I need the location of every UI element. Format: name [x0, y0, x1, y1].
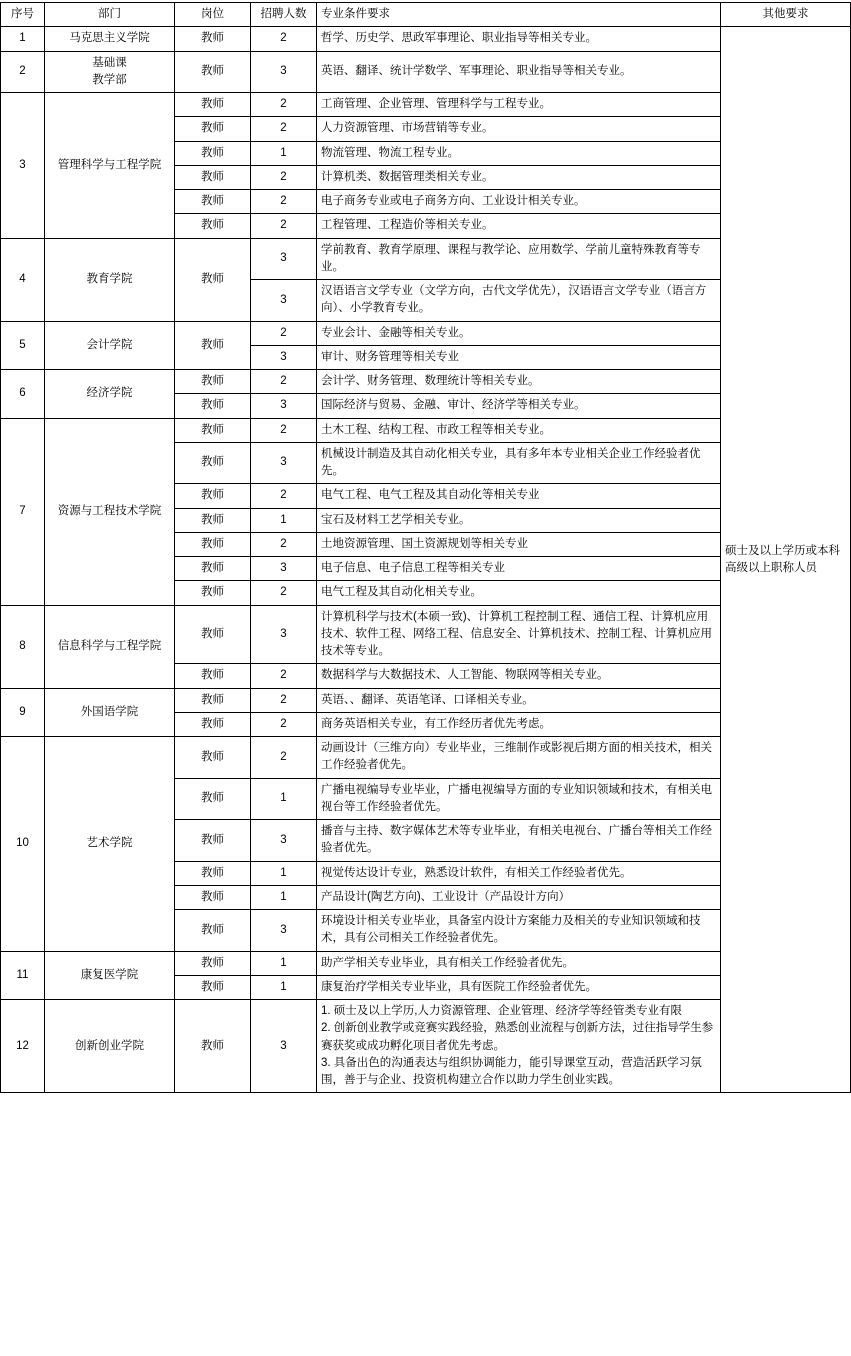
- cell-requirements: 宝石及材料工艺学相关专业。: [317, 508, 721, 532]
- cell-post: 教师: [175, 861, 251, 885]
- cell-requirements: 播音与主持、数字媒体艺术等专业毕业，有相关电视台、广播台等相关工作经验者优先。: [317, 820, 721, 862]
- cell-department: 创新创业学院: [45, 1000, 175, 1093]
- cell-headcount: 2: [251, 321, 317, 345]
- cell-headcount: 1: [251, 508, 317, 532]
- cell-headcount: 1: [251, 861, 317, 885]
- cell-post: 教师: [175, 951, 251, 975]
- cell-post: 教师: [175, 238, 251, 321]
- cell-no: 9: [1, 688, 45, 737]
- cell-headcount: 2: [251, 370, 317, 394]
- cell-post: 教师: [175, 1000, 251, 1093]
- cell-department: 马克思主义学院: [45, 27, 175, 51]
- cell-requirements: 会计学、财务管理、数理统计等相关专业。: [317, 370, 721, 394]
- cell-requirements: 审计、财务管理等相关专业: [317, 345, 721, 369]
- cell-requirements: 机械设计制造及其自动化相关专业，具有多年本专业相关企业工作经验者优先。: [317, 442, 721, 484]
- cell-department: 资源与工程技术学院: [45, 418, 175, 605]
- cell-requirements: 广播电视编导专业毕业，广播电视编导方面的专业知识领域和技术，有相关电视台等工作经验者优先。: [317, 778, 721, 820]
- cell-department: 艺术学院: [45, 737, 175, 952]
- cell-no: 10: [1, 737, 45, 952]
- table-header: [1, 3, 851, 27]
- cell-requirements: 学前教育、教育学原理、课程与教学论、应用数学、学前儿童特殊教育等专业。: [317, 238, 721, 280]
- cell-requirements: 英语、翻译、统计学数学、军事理论、职业指导等相关专业。: [317, 51, 721, 93]
- cell-no: 11: [1, 951, 45, 1000]
- cell-requirements: 产品设计(陶艺方向)、工业设计（产品设计方向）: [317, 885, 721, 909]
- cell-no: 3: [1, 93, 45, 239]
- cell-other-requirement: 硕士及以上学历或本科高级以上职称人员: [721, 27, 851, 1093]
- cell-post: 教师: [175, 581, 251, 605]
- cell-requirements: 国际经济与贸易、金融、审计、经济学等相关专业。: [317, 394, 721, 418]
- cell-requirements: 助产学相关专业毕业，具有相关工作经验者优先。: [317, 951, 721, 975]
- cell-no: 7: [1, 418, 45, 605]
- cell-post: 教师: [175, 820, 251, 862]
- cell-post: 教师: [175, 508, 251, 532]
- cell-headcount: 2: [251, 93, 317, 117]
- cell-headcount: 3: [251, 1000, 317, 1093]
- cell-post: 教师: [175, 712, 251, 736]
- cell-no: 8: [1, 605, 45, 688]
- cell-headcount: 2: [251, 737, 317, 779]
- cell-post: 教师: [175, 557, 251, 581]
- cell-headcount: 3: [251, 280, 317, 322]
- cell-post: 教师: [175, 165, 251, 189]
- cell-department: 基础课 教学部: [45, 51, 175, 93]
- cell-requirements: 电子信息、电子信息工程等相关专业: [317, 557, 721, 581]
- cell-post: 教师: [175, 605, 251, 664]
- cell-requirements: 汉语语言文学专业（文学方向，古代文学优先），汉语语言文学专业（语言方向）、小学教育专业。: [317, 280, 721, 322]
- cell-headcount: 2: [251, 484, 317, 508]
- cell-headcount: 2: [251, 688, 317, 712]
- cell-headcount: 2: [251, 190, 317, 214]
- cell-post: 教师: [175, 664, 251, 688]
- cell-headcount: 3: [251, 345, 317, 369]
- cell-department: 会计学院: [45, 321, 175, 370]
- cell-headcount: 3: [251, 394, 317, 418]
- cell-department: 外国语学院: [45, 688, 175, 737]
- cell-post: 教师: [175, 778, 251, 820]
- cell-post: 教师: [175, 27, 251, 51]
- cell-headcount: 3: [251, 238, 317, 280]
- cell-headcount: 2: [251, 418, 317, 442]
- cell-post: 教师: [175, 688, 251, 712]
- cell-headcount: 1: [251, 778, 317, 820]
- cell-post: 教师: [175, 885, 251, 909]
- cell-headcount: 1: [251, 951, 317, 975]
- cell-headcount: 1: [251, 885, 317, 909]
- cell-requirements: 人力资源管理、市场营销等专业。: [317, 117, 721, 141]
- cell-requirements: 专业会计、金融等相关专业。: [317, 321, 721, 345]
- cell-requirements: 1. 硕士及以上学历,人力资源管理、企业管理、经济学等经管类专业有限 2. 创新创业教学或竞赛实践经验，熟悉创业流程与创新方法，过往指导学生参赛获奖或成功孵化项目者优先考虑。 3. 具备出色的沟通表达与组织协调能力，能引导课堂互动，营造活跃学习氛围，善于与企业、投资机构建立合作以助力学生创业实践。: [317, 1000, 721, 1093]
- recruitment-table: [0, 2, 851, 1093]
- cell-department: 管理科学与工程学院: [45, 93, 175, 239]
- cell-no: 2: [1, 51, 45, 93]
- header-post: 岗位: [175, 3, 251, 27]
- cell-requirements: 数据科学与大数据技术、人工智能、物联网等相关专业。: [317, 664, 721, 688]
- cell-post: 教师: [175, 975, 251, 999]
- cell-requirements: 工程管理、工程造价等相关专业。: [317, 214, 721, 238]
- header-dept: 部门: [45, 3, 175, 27]
- cell-no: 5: [1, 321, 45, 370]
- cell-headcount: 2: [251, 532, 317, 556]
- cell-requirements: 环境设计相关专业毕业，具备室内设计方案能力及相关的专业知识领域和技术，具有公司相关工作经验者优先。: [317, 910, 721, 952]
- cell-post: 教师: [175, 214, 251, 238]
- cell-post: 教师: [175, 321, 251, 370]
- cell-post: 教师: [175, 370, 251, 394]
- cell-post: 教师: [175, 532, 251, 556]
- cell-department: 经济学院: [45, 370, 175, 419]
- cell-post: 教师: [175, 51, 251, 93]
- cell-headcount: 2: [251, 117, 317, 141]
- cell-headcount: 2: [251, 581, 317, 605]
- cell-requirements: 电气工程及其自动化相关专业。: [317, 581, 721, 605]
- recruitment-table-page: [0, 2, 840, 1356]
- cell-department: 康复医学院: [45, 951, 175, 1000]
- header-num: 招聘人数: [251, 3, 317, 27]
- cell-post: 教师: [175, 117, 251, 141]
- cell-headcount: 2: [251, 165, 317, 189]
- cell-headcount: 3: [251, 605, 317, 664]
- table-row: [1, 27, 851, 51]
- cell-no: 4: [1, 238, 45, 321]
- cell-post: 教师: [175, 418, 251, 442]
- cell-requirements: 土木工程、结构工程、市政工程等相关专业。: [317, 418, 721, 442]
- cell-headcount: 2: [251, 712, 317, 736]
- cell-department: 教育学院: [45, 238, 175, 321]
- cell-headcount: 3: [251, 442, 317, 484]
- cell-post: 教师: [175, 93, 251, 117]
- cell-requirements: 英语、、翻译、英语笔译、口译相关专业。: [317, 688, 721, 712]
- cell-no: 12: [1, 1000, 45, 1093]
- cell-post: 教师: [175, 737, 251, 779]
- cell-requirements: 土地资源管理、国土资源规划等相关专业: [317, 532, 721, 556]
- cell-headcount: 2: [251, 27, 317, 51]
- cell-headcount: 1: [251, 141, 317, 165]
- table-header-row: [1, 3, 851, 27]
- cell-requirements: 动画设计（三维方向）专业毕业，三维制作或影视后期方面的相关技术，相关工作经验者优先。: [317, 737, 721, 779]
- cell-requirements: 电气工程、电气工程及其自动化等相关专业: [317, 484, 721, 508]
- cell-requirements: 计算机类、数据管理类相关专业。: [317, 165, 721, 189]
- cell-post: 教师: [175, 442, 251, 484]
- cell-requirements: 商务英语相关专业，有工作经历者优先考虑。: [317, 712, 721, 736]
- cell-headcount: 3: [251, 910, 317, 952]
- header-no: 序号: [1, 3, 45, 27]
- cell-headcount: 3: [251, 557, 317, 581]
- cell-requirements: 电子商务专业或电子商务方向、工业设计相关专业。: [317, 190, 721, 214]
- cell-post: 教师: [175, 484, 251, 508]
- cell-headcount: 3: [251, 820, 317, 862]
- header-other: 其他要求: [721, 3, 851, 27]
- cell-headcount: 2: [251, 214, 317, 238]
- cell-requirements: 哲学、历史学、思政军事理论、职业指导等相关专业。: [317, 27, 721, 51]
- cell-requirements: 物流管理、物流工程专业。: [317, 141, 721, 165]
- cell-headcount: 3: [251, 51, 317, 93]
- cell-requirements: 计算机科学与技术(本硕一致)、计算机工程控制工程、通信工程、计算机应用技术、软件工程、网络工程、信息安全、计算机技术、控制工程、计算机应用技术等专业。: [317, 605, 721, 664]
- cell-post: 教师: [175, 910, 251, 952]
- cell-requirements: 康复治疗学相关专业毕业，具有医院工作经验者优先。: [317, 975, 721, 999]
- cell-no: 1: [1, 27, 45, 51]
- cell-headcount: 1: [251, 975, 317, 999]
- cell-no: 6: [1, 370, 45, 419]
- cell-requirements: 工商管理、企业管理、管理科学与工程专业。: [317, 93, 721, 117]
- cell-post: 教师: [175, 141, 251, 165]
- cell-post: 教师: [175, 394, 251, 418]
- cell-headcount: 2: [251, 664, 317, 688]
- cell-department: 信息科学与工程学院: [45, 605, 175, 688]
- header-requirements: 专业条件要求: [317, 3, 721, 27]
- cell-requirements: 视觉传达设计专业，熟悉设计软件，有相关工作经验者优先。: [317, 861, 721, 885]
- cell-post: 教师: [175, 190, 251, 214]
- table-body: [1, 27, 851, 1093]
